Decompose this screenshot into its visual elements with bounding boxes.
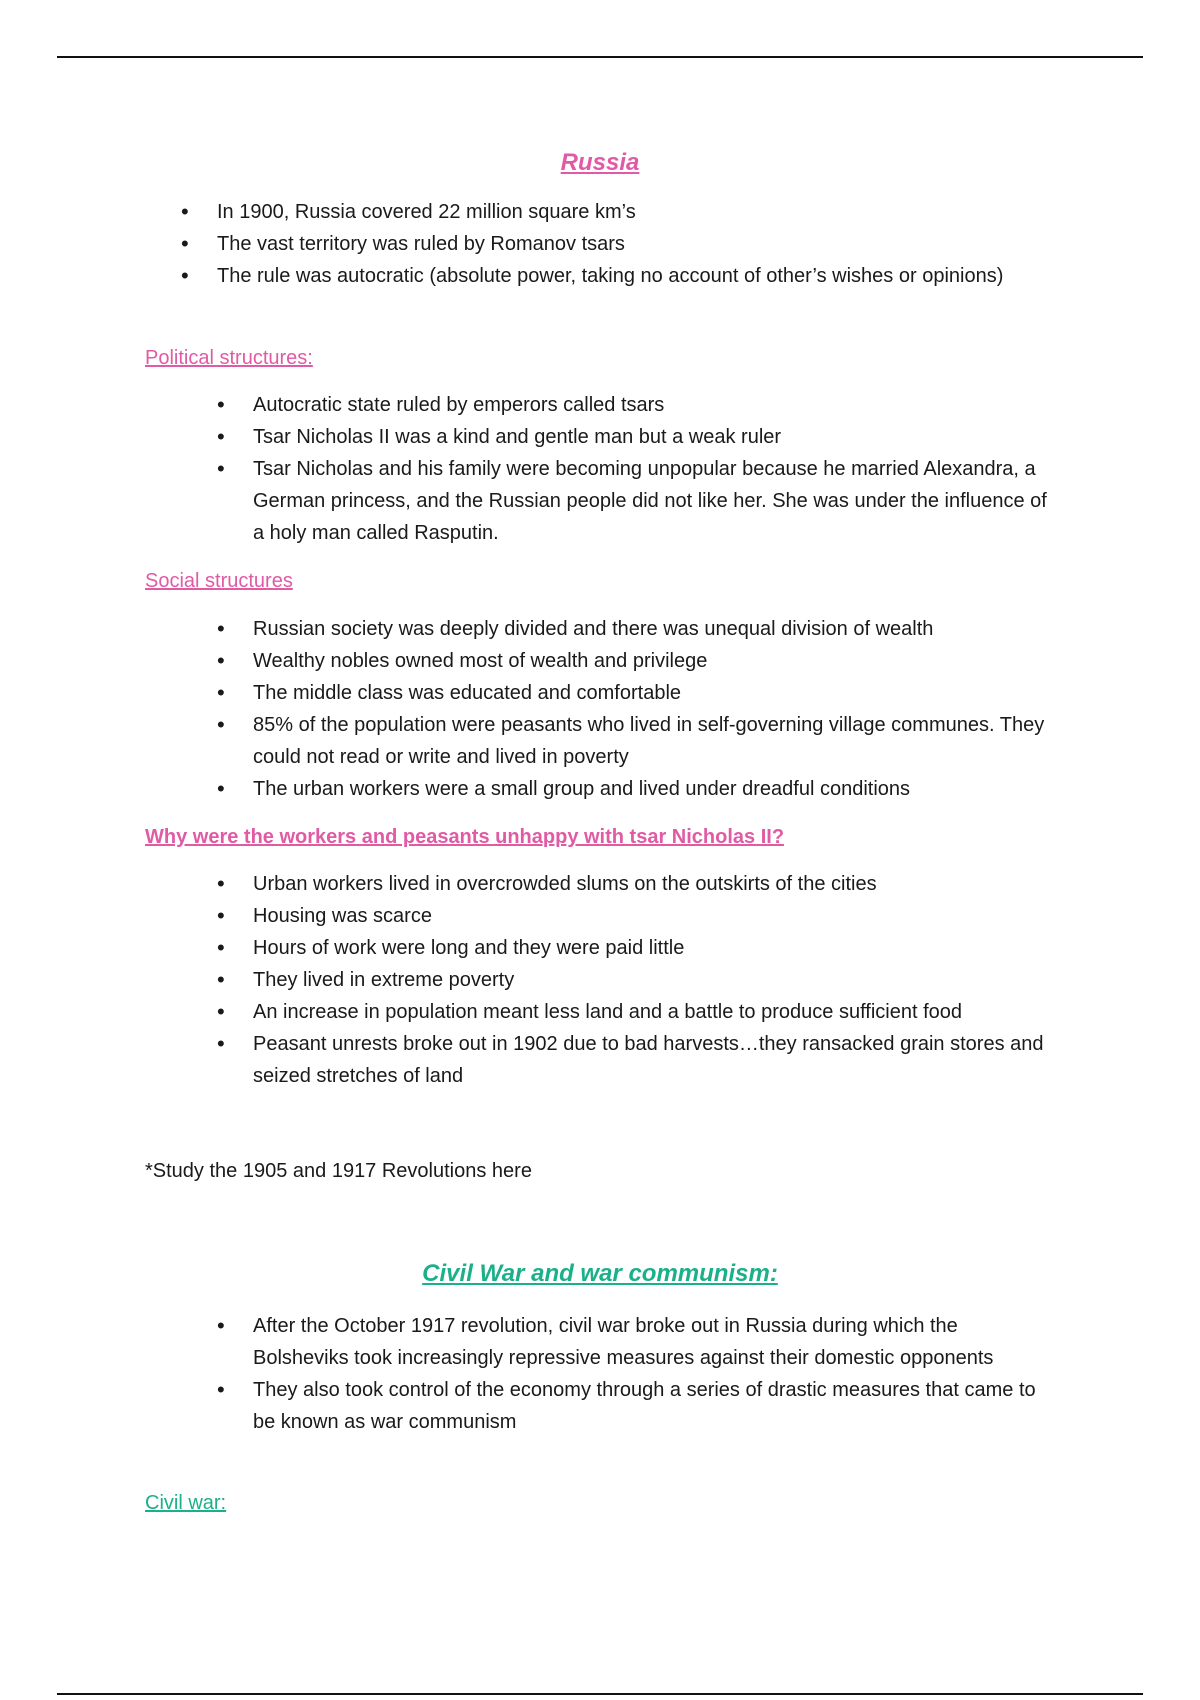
list-item: • Urban workers lived in overcrowded slums on the outskirts of the cities: [217, 868, 1057, 900]
list-item: • They lived in extreme poverty: [217, 964, 1057, 996]
social-structures-heading: Social structures: [145, 570, 293, 592]
list-item: • The rule was autocratic (absolute power, taking no account of other’s wishes or opinions): [181, 260, 1021, 292]
civil-war-title: Civil War and war communism:: [422, 1260, 778, 1287]
list-item: • 85% of the population were peasants who lived in self-governing village communes. They could not read or write and lived in poverty: [217, 709, 1047, 773]
study-note: *Study the 1905 and 1917 Revolutions here: [145, 1160, 532, 1182]
list-item: • Peasant unrests broke out in 1902 due to bad harvests…they ransacked grain stores and seized stretches of land: [217, 1028, 1057, 1092]
social-structures-list: [217, 613, 1047, 805]
unhappy-workers-heading: Why were the workers and peasants unhappy with tsar Nicholas II?: [145, 826, 785, 848]
bottom-rule: [57, 1693, 1143, 1695]
civil-war-subheading: Civil war:: [145, 1492, 227, 1514]
list-item: • Tsar Nicholas II was a kind and gentle man but a weak ruler: [217, 421, 1047, 453]
list-item: • Russian society was deeply divided and there was unequal division of wealth: [217, 613, 1047, 645]
unhappy-workers-list: [217, 868, 1057, 1092]
civil-war-list: [217, 1310, 1057, 1438]
russia-title: Russia: [560, 149, 640, 176]
list-item: • Tsar Nicholas and his family were becoming unpopular because he married Alexandra, a German princess, and the Russian people did not like her. She was under the influence of a holy man called Rasputin.: [217, 453, 1047, 549]
list-item: • An increase in population meant less land and a battle to produce sufficient food: [217, 996, 1057, 1028]
political-structures-list: [217, 389, 1047, 549]
list-item: • They also took control of the economy through a series of drastic measures that came to be known as war communism: [217, 1374, 1057, 1438]
list-item: • The middle class was educated and comfortable: [217, 677, 1047, 709]
list-item: • The vast territory was ruled by Romanov tsars: [181, 228, 1021, 260]
list-item: • Wealthy nobles owned most of wealth and privilege: [217, 645, 1047, 677]
list-item: • The urban workers were a small group and lived under dreadful conditions: [217, 773, 1047, 805]
list-item: • Housing was scarce: [217, 900, 1057, 932]
list-item: • Hours of work were long and they were paid little: [217, 932, 1057, 964]
list-item: • In 1900, Russia covered 22 million square km’s: [181, 196, 1021, 228]
list-item: • Autocratic state ruled by emperors called tsars: [217, 389, 1047, 421]
political-structures-heading: Political structures:: [145, 347, 313, 369]
top-rule: [57, 56, 1143, 58]
russia-intro-list: [181, 196, 1021, 292]
list-item: • After the October 1917 revolution, civil war broke out in Russia during which the Bolsheviks took increasingly repressive measures against their domestic opponents: [217, 1310, 1057, 1374]
